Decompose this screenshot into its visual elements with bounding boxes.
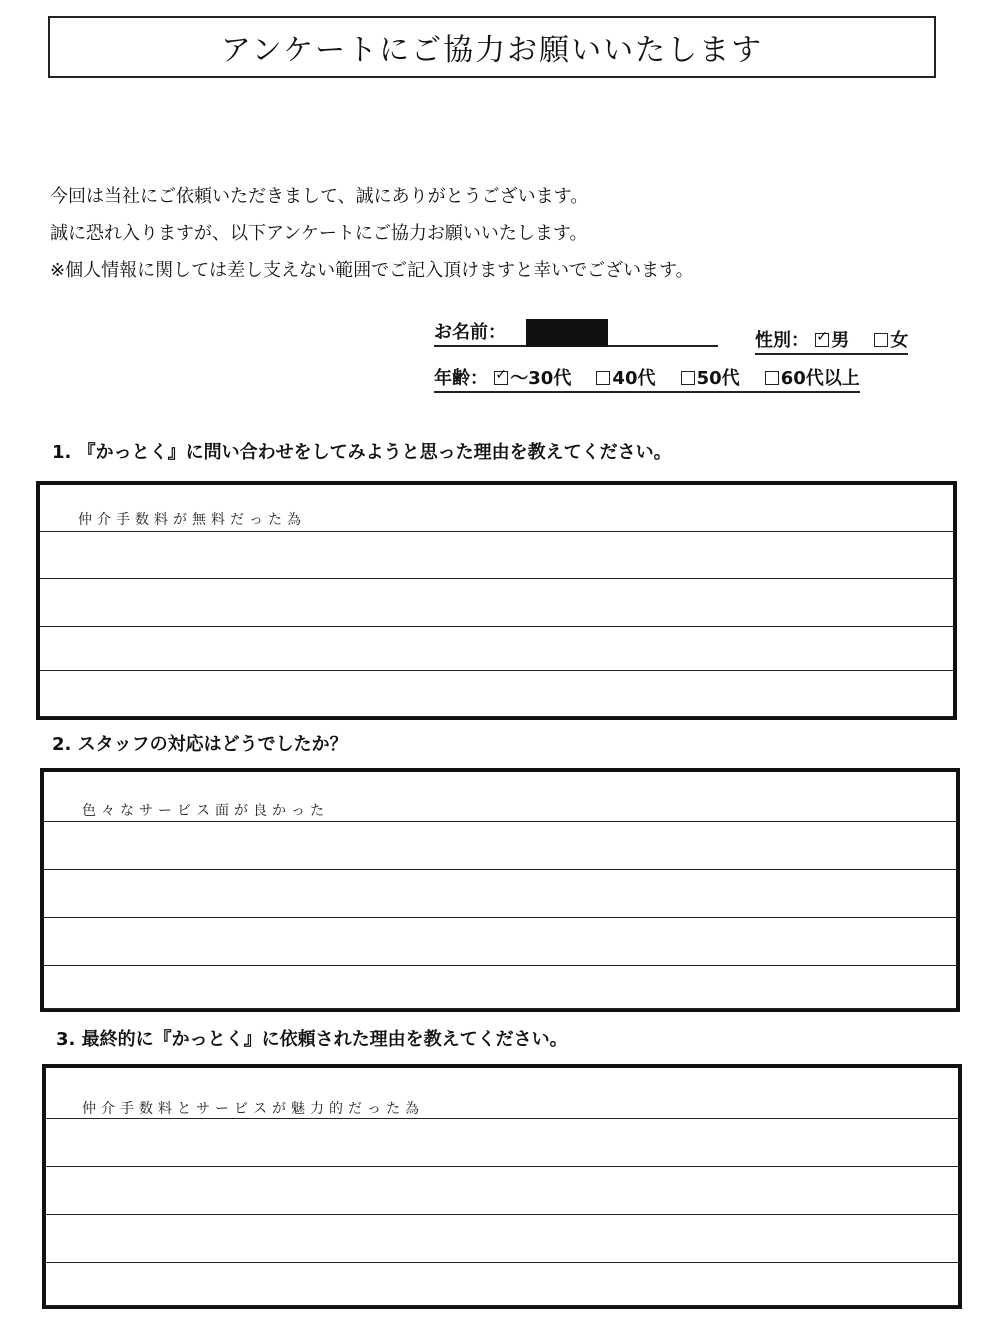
age-label: 年齢： bbox=[434, 368, 488, 389]
question-3-answer-box bbox=[42, 1064, 962, 1309]
gender-male-checkbox bbox=[815, 333, 829, 347]
question-3-answer: 仲介手数料とサービスが魅力的だった為 bbox=[82, 1101, 424, 1117]
name-label: お名前： bbox=[434, 322, 506, 343]
intro-line-3: ※個人情報に関しては差し支えない範囲でご記入頂けますと幸いでございます。 bbox=[50, 260, 694, 281]
gender-female-checkbox bbox=[874, 333, 888, 347]
age-50s-checkbox bbox=[681, 371, 695, 385]
answer-line bbox=[44, 869, 956, 918]
gender-male-label: 男 bbox=[831, 330, 850, 351]
age-30s-label: ～30代 bbox=[510, 368, 572, 389]
gender-field bbox=[755, 326, 908, 352]
answer-line bbox=[40, 626, 953, 671]
name-field-underline bbox=[434, 322, 718, 347]
age-40s-label: 40代 bbox=[612, 368, 656, 389]
age-40s-checkbox bbox=[596, 371, 610, 385]
intro-text bbox=[50, 178, 694, 289]
redacted-name bbox=[526, 319, 608, 347]
question-3-label: 3. 最終的に『かっとく』に依頼された理由を教えてください。 bbox=[56, 1029, 568, 1050]
question-2-label: 2. スタッフの対応はどうでしたか？ bbox=[52, 734, 348, 755]
answer-line bbox=[40, 531, 953, 579]
answer-line bbox=[46, 1214, 958, 1263]
age-60s-checkbox bbox=[765, 371, 779, 385]
intro-line-2: 誠に恐れ入りますが、以下アンケートにご協力お願いいたします。 bbox=[50, 223, 588, 244]
question-1-answer-box bbox=[36, 481, 957, 720]
gender-label: 性別： bbox=[755, 330, 809, 351]
survey-title: アンケートにご協力お願いいたします bbox=[220, 33, 764, 68]
name-field bbox=[434, 318, 718, 347]
answer-line bbox=[44, 965, 956, 1009]
age-30s-checkbox bbox=[494, 371, 508, 385]
question-2-answer: 色々なサービス面が良かった bbox=[82, 803, 329, 819]
answer-line bbox=[46, 1262, 958, 1306]
question-1-label: 1. 『かっとく』に問い合わせをしてみようと思った理由を教えてください。 bbox=[52, 442, 672, 463]
answer-line bbox=[44, 917, 956, 966]
answer-line bbox=[46, 1166, 958, 1215]
answer-line bbox=[46, 1118, 958, 1167]
question-2-answer-box bbox=[40, 768, 960, 1012]
age-50s-label: 50代 bbox=[696, 368, 740, 389]
intro-line-1: 今回は当社にご依頼いただきまして、誠にありがとうございます。 bbox=[50, 186, 589, 207]
answer-line bbox=[44, 821, 956, 870]
survey-title-box bbox=[48, 16, 936, 78]
age-field bbox=[434, 364, 860, 390]
answer-line bbox=[40, 578, 953, 627]
gender-female-label: 女 bbox=[890, 330, 909, 351]
age-60s-label: 60代以上 bbox=[780, 368, 860, 389]
question-1-answer: 仲介手数料が無料だった為 bbox=[78, 512, 306, 528]
answer-line bbox=[40, 670, 953, 717]
